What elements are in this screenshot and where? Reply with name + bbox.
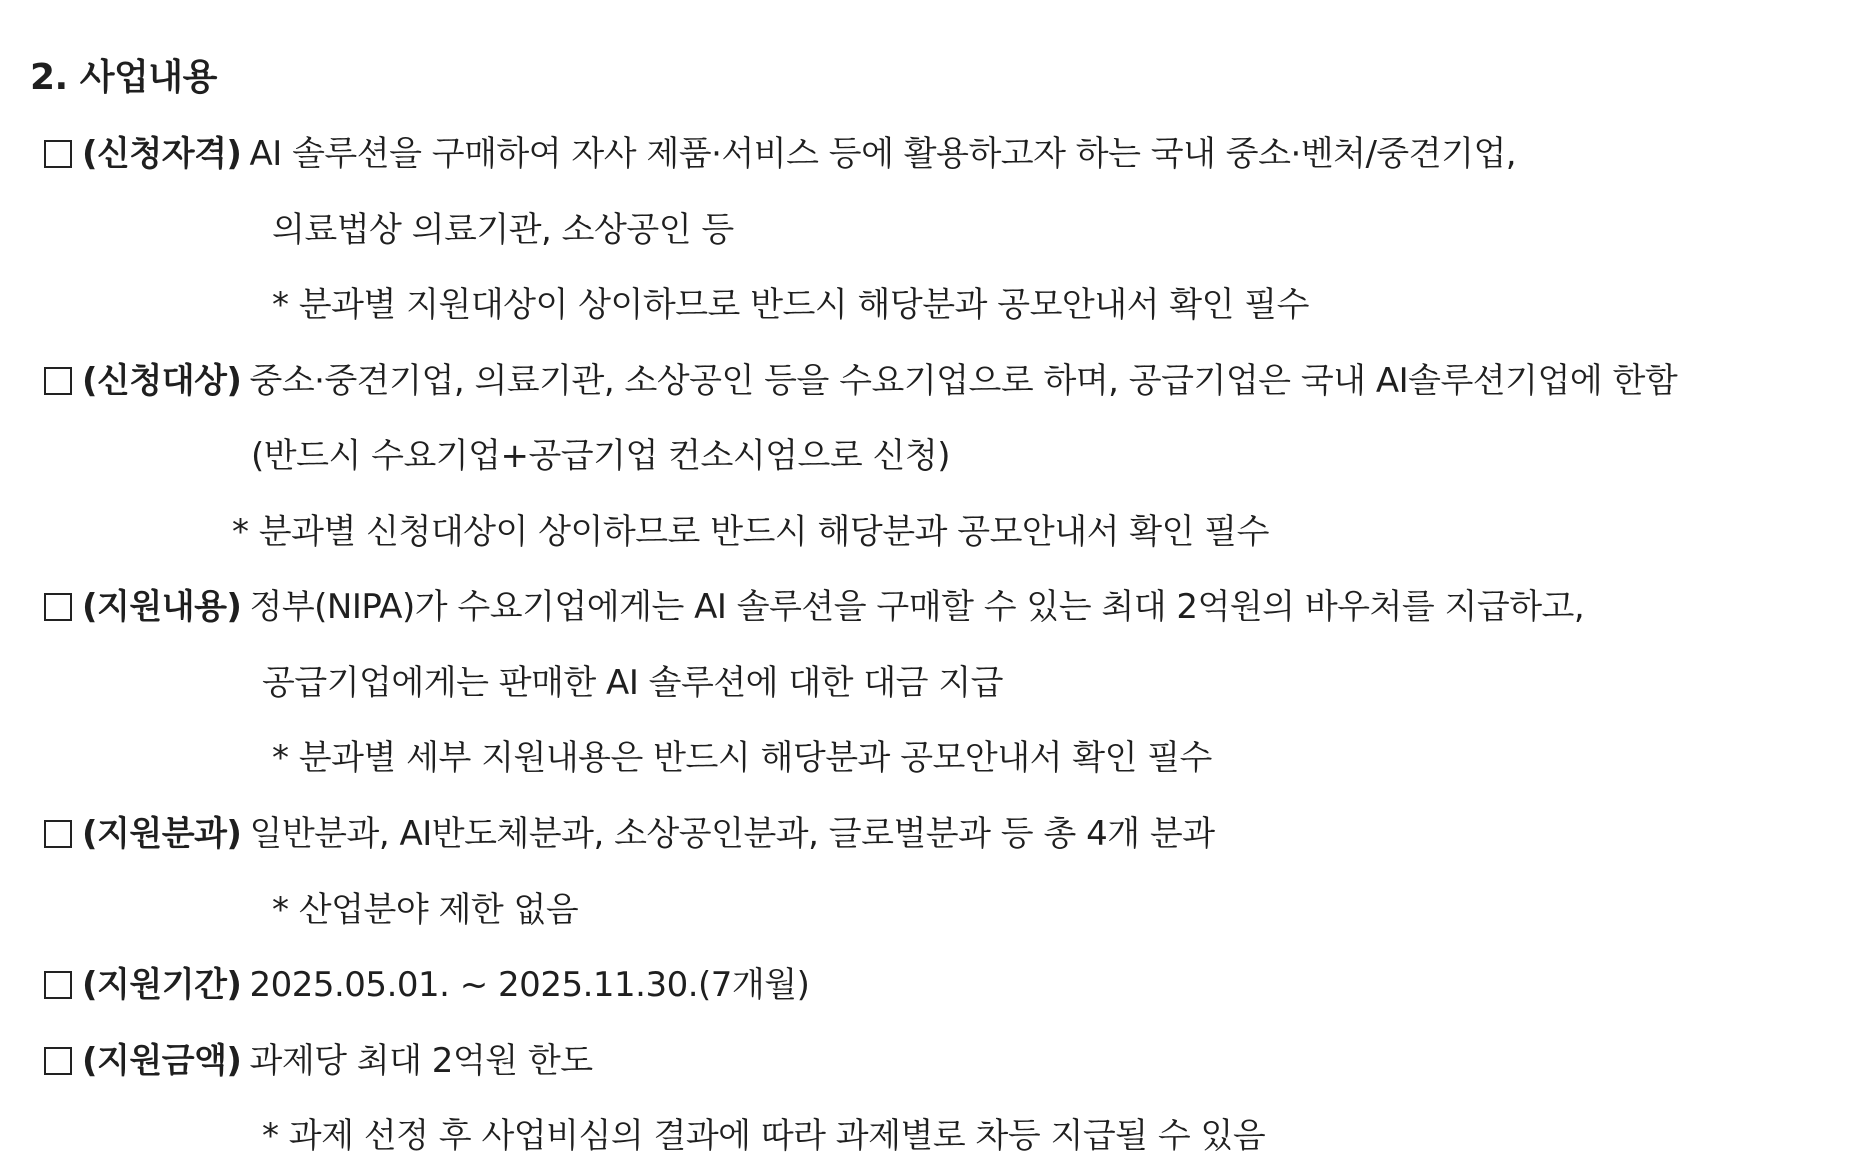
checkbox-square-icon [44, 971, 72, 999]
item-note: * 분과별 신청대상이 상이하므로 반드시 해당분과 공모안내서 확인 필수 [232, 512, 1269, 552]
item-text-continuation: (반드시 수요기업+공급기업 컨소시엄으로 신청) [251, 436, 950, 476]
item-text: 중소·중견기업, 의료기관, 소상공인 등을 수요기업으로 하며, 공급기업은 국내 AI솔루션기업에 한함 [249, 361, 1678, 401]
item-text: 과제당 최대 2억원 한도 [249, 1041, 593, 1081]
item-note: * 분과별 세부 지원내용은 반드시 해당분과 공모안내서 확인 필수 [272, 738, 1212, 778]
item-text: 2025.05.01. ~ 2025.11.30.(7개월) [249, 965, 810, 1005]
item-text-continuation: 의료법상 의료기관, 소상공인 등 [272, 210, 734, 250]
item-label: (지원내용) [82, 587, 242, 627]
item-support-divisions [44, 812, 1215, 856]
item-label: (신청자격) [82, 134, 242, 174]
item-support-amount [44, 1039, 593, 1083]
checkbox-square-icon [44, 820, 72, 848]
section-title: 2. 사업내용 [30, 57, 217, 98]
item-note: * 산업분야 제한 없음 [272, 890, 579, 930]
item-note: * 분과별 지원대상이 상이하므로 반드시 해당분과 공모안내서 확인 필수 [272, 285, 1309, 325]
item-label: (신청대상) [82, 361, 242, 401]
item-support-content [44, 585, 1584, 629]
item-text: 정부(NIPA)가 수요기업에게는 AI 솔루션을 구매할 수 있는 최대 2억원의 바우처를 지급하고, [249, 587, 1585, 627]
item-support-period [44, 963, 809, 1007]
item-text-continuation: 공급기업에게는 판매한 AI 솔루션에 대한 대금 지급 [262, 663, 1004, 703]
checkbox-square-icon [44, 1047, 72, 1075]
checkbox-square-icon [44, 140, 72, 168]
item-note: * 과제 선정 후 사업비심의 결과에 따라 과제별로 차등 지급될 수 있음 [262, 1116, 1266, 1156]
checkbox-square-icon [44, 367, 72, 395]
item-text: 일반분과, AI반도체분과, 소상공인분과, 글로벌분과 등 총 4개 분과 [249, 814, 1215, 854]
item-text: AI 솔루션을 구매하여 자사 제품·서비스 등에 활용하고자 하는 국내 중소·벤처/중견기업, [249, 134, 1517, 174]
item-eligibility [44, 132, 1516, 176]
item-label: (지원기간) [82, 965, 242, 1005]
checkbox-square-icon [44, 593, 72, 621]
item-applicants [44, 359, 1677, 403]
item-label: (지원분과) [82, 814, 242, 854]
item-label: (지원금액) [82, 1041, 242, 1081]
